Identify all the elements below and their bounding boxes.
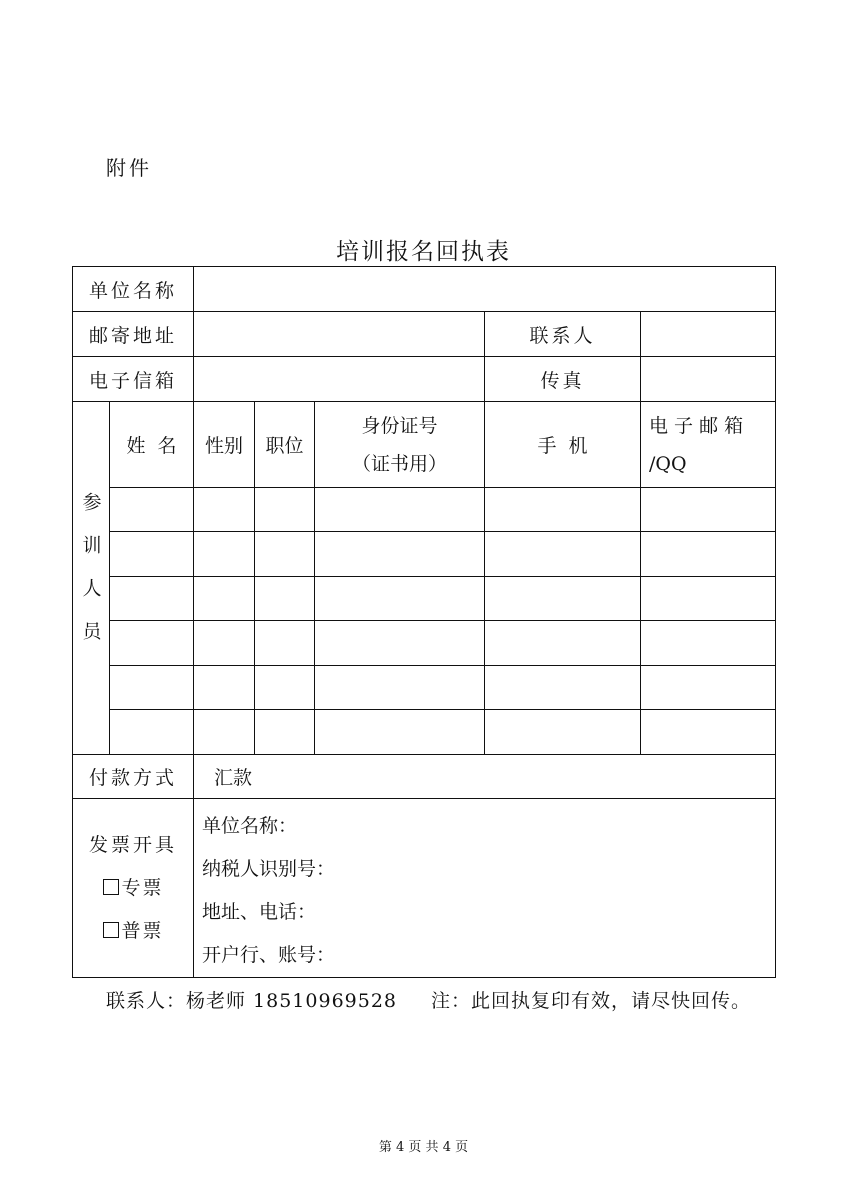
participant-cell[interactable] [641, 621, 776, 666]
participant-cell[interactable] [110, 577, 194, 621]
mailing-address-label: 邮寄地址 [73, 312, 194, 357]
participant-cell[interactable] [315, 621, 485, 666]
header-email-qq [641, 402, 776, 488]
header-gender: 性别 [194, 402, 255, 488]
participant-cell[interactable] [110, 710, 194, 755]
participant-cell[interactable] [255, 577, 315, 621]
participant-cell[interactable] [315, 577, 485, 621]
participant-cell[interactable] [255, 488, 315, 532]
header-position: 职位 [255, 402, 315, 488]
header-name: 姓 名 [110, 402, 194, 488]
footer-contact: 联系人：杨老师 18510969528 [106, 990, 398, 1012]
participant-cell[interactable] [485, 577, 641, 621]
fax-field[interactable] [641, 357, 776, 402]
participant-cell[interactable] [485, 621, 641, 666]
payment-label: 付款方式 [73, 755, 194, 799]
invoice-label: 发票开具 [89, 833, 178, 856]
participant-cell[interactable] [194, 710, 255, 755]
invoice-field-address-phone[interactable]: 地址、电话： [202, 901, 317, 923]
invoice-field-tax-id[interactable]: 纳税人识别号： [202, 858, 336, 880]
participants-side-label: 参训人员 [79, 492, 102, 664]
participant-cell[interactable] [641, 710, 776, 755]
participant-row [73, 488, 776, 532]
email-field[interactable] [194, 357, 485, 402]
form-title: 培训报名回执表 [336, 239, 511, 265]
footer-note: 注：此回执复印有效，请尽快回传。 [431, 990, 752, 1012]
participants-side-cell [73, 402, 110, 755]
fax-label: 传真 [485, 357, 641, 402]
participant-row [73, 621, 776, 666]
participant-cell[interactable] [485, 666, 641, 710]
participant-cell[interactable] [485, 532, 641, 577]
participant-cell[interactable] [194, 532, 255, 577]
participant-cell[interactable] [641, 532, 776, 577]
participant-cell[interactable] [110, 621, 194, 666]
participant-row [73, 666, 776, 710]
participant-cell[interactable] [194, 488, 255, 532]
participant-cell[interactable] [194, 666, 255, 710]
participant-row [73, 577, 776, 621]
contact-person-label: 联系人 [485, 312, 641, 357]
invoice-field-bank-account[interactable]: 开户行、账号： [202, 944, 336, 966]
participant-row [73, 532, 776, 577]
participant-cell[interactable] [110, 488, 194, 532]
invoice-options [73, 799, 194, 978]
attachment-label: 附件 [106, 156, 152, 180]
contact-person-field[interactable] [641, 312, 776, 357]
header-id-number [315, 402, 485, 488]
header-email-line2: /QQ [649, 452, 687, 475]
unit-name-label: 单位名称 [73, 267, 194, 312]
participant-cell[interactable] [110, 532, 194, 577]
participant-cell[interactable] [255, 532, 315, 577]
participant-row [73, 710, 776, 755]
participant-cell[interactable] [194, 577, 255, 621]
participant-cell[interactable] [641, 577, 776, 621]
checkbox-normal[interactable] [103, 922, 119, 938]
unit-name-field[interactable] [194, 267, 776, 312]
option-special-label: 专票 [121, 876, 164, 899]
header-id-line1: 身份证号 [361, 414, 438, 437]
checkbox-special[interactable] [103, 879, 119, 895]
participant-cell[interactable] [255, 621, 315, 666]
participant-cell[interactable] [110, 666, 194, 710]
participant-cell[interactable] [315, 710, 485, 755]
participant-cell[interactable] [641, 488, 776, 532]
participant-cell[interactable] [485, 488, 641, 532]
invoice-option-special[interactable] [73, 867, 193, 910]
option-normal-label: 普票 [121, 919, 164, 942]
mailing-address-field[interactable] [194, 312, 485, 357]
payment-value: 汇款 [194, 755, 776, 799]
participant-cell[interactable] [315, 666, 485, 710]
participant-cell[interactable] [641, 666, 776, 710]
participant-cell[interactable] [194, 621, 255, 666]
invoice-option-normal[interactable] [73, 910, 193, 953]
participant-cell[interactable] [255, 666, 315, 710]
participant-cell[interactable] [315, 488, 485, 532]
participant-cell[interactable] [485, 710, 641, 755]
invoice-field-unit-name[interactable]: 单位名称： [202, 815, 298, 837]
participant-cell[interactable] [315, 532, 485, 577]
footer-line [106, 986, 751, 1013]
participant-cell[interactable] [255, 710, 315, 755]
header-id-line2: （证书用） [352, 452, 448, 475]
registration-form-table [72, 266, 776, 978]
header-email-line1: 电 子 邮 箱 [649, 414, 744, 437]
email-label: 电子信箱 [73, 357, 194, 402]
invoice-fields [194, 799, 776, 978]
page-number: 第 4 页 共 4 页 [378, 1140, 469, 1155]
header-mobile: 手 机 [485, 402, 641, 488]
